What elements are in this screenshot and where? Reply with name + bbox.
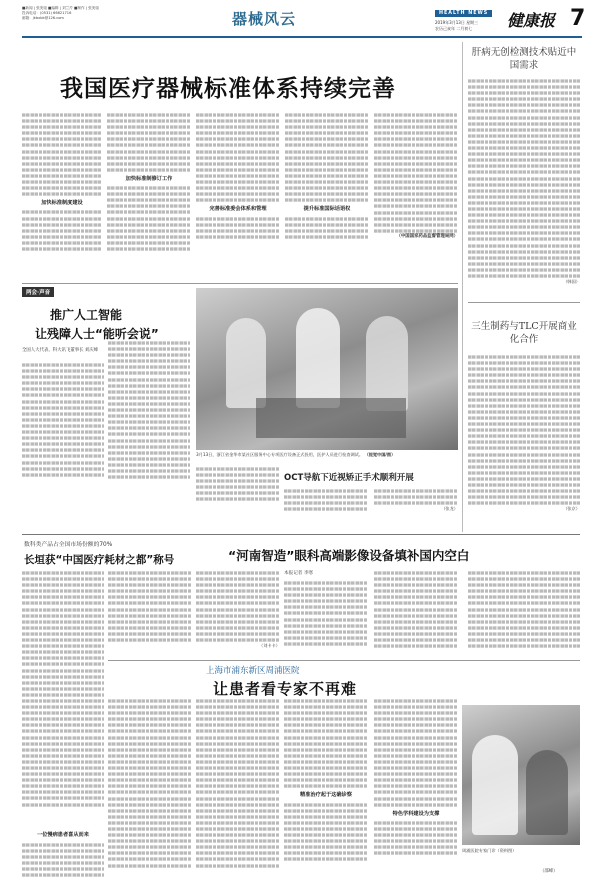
right-column-rule xyxy=(462,42,463,532)
masthead-rule xyxy=(22,36,582,38)
photo-figure-1 xyxy=(226,318,266,408)
right-story-2 xyxy=(468,320,580,512)
right-story-1 xyxy=(468,46,580,285)
lead-source: （中国国家药品监督管理局网） xyxy=(396,233,458,239)
hospital-photo-doctor xyxy=(472,735,518,835)
consumable-subhead: 一位慢病患者喜从而来 xyxy=(37,832,89,838)
photo-equipment xyxy=(256,398,406,438)
editor-line: ■新闻 | 张美姐 ■编辑 | 刘兰芹 ■制作 | 张美姐 xyxy=(22,6,99,10)
lead-subhead-2: 加快标准制修订工作 xyxy=(125,175,173,182)
oct-headline: OCT导航下近视矫正手术顺利开展 xyxy=(284,473,414,483)
lead-subhead-1: 加快标准制度建设 xyxy=(41,200,83,207)
forum-headline-2: 让残障人士“能听会说” xyxy=(35,327,159,341)
consumable-author: （刘卡卡） xyxy=(259,643,280,649)
forum-byline: 全国人大代表、科大讯飞董事长 刘庆峰 xyxy=(22,348,99,353)
lunar-date: 农历己亥年 二月初七 xyxy=(435,26,473,31)
hospital-col-2 xyxy=(196,698,280,878)
lead-subhead-4: 提升标准国际话语权 xyxy=(303,206,351,213)
forum-headline-1: 推广人工智能 xyxy=(50,308,123,322)
hospital-author: （邵峰） xyxy=(540,869,558,874)
lead-col-5 xyxy=(374,112,458,282)
hospital-subhead-1: 精准治疗起于这确诊察 xyxy=(300,792,352,799)
lead-col-4 xyxy=(285,112,369,282)
oct-author: （张龙） xyxy=(441,506,458,512)
main-photo xyxy=(196,288,458,450)
right1-headline: 肝病无创检测技术贴近中国需求 xyxy=(471,47,577,71)
lead-col-3 xyxy=(196,112,280,282)
photo-figure-2 xyxy=(296,308,340,408)
consumable-col-3 xyxy=(196,570,280,650)
oct-col-2 xyxy=(374,488,458,512)
forum-col-2 xyxy=(108,340,190,490)
photo-caption xyxy=(196,452,458,458)
right-separator xyxy=(468,302,580,303)
mid-rule xyxy=(22,534,580,535)
consumable-col-1b xyxy=(22,842,104,879)
photo-credit: （视觉中国/图） xyxy=(364,452,396,457)
innovation-col-3 xyxy=(468,570,580,660)
consumable-col-1 xyxy=(22,570,104,820)
photo-below-col-1 xyxy=(196,466,280,503)
right2-author: （张京） xyxy=(563,506,580,512)
lead-col-1 xyxy=(22,112,102,282)
innovation-byline: 本报记者 李寒 xyxy=(284,571,314,576)
lead-col-2 xyxy=(107,112,191,282)
innovation-headline: “河南智造”眼科高端影像设备填补国内空白 xyxy=(228,548,470,563)
innovation-col-2 xyxy=(374,570,458,660)
hotline-line: 投诉电话：(0531) 66621716 xyxy=(22,11,72,16)
lead-bottom-rule xyxy=(22,283,458,284)
consumable-col-2 xyxy=(108,570,192,650)
photo-caption-text: 3月13日，浙江省金华市某社区服务中心专项医疗设备正式投用，医护人员进行检查调试。 xyxy=(196,452,364,457)
hospital-photo-caption: 周浦医院专家门诊（资料图） xyxy=(462,848,517,853)
email-line: 邮箱：jkbxbk@126.com xyxy=(22,16,64,21)
issue-date: 2019年3月13日 星期三 xyxy=(435,20,479,25)
forum-col-1 xyxy=(22,362,104,482)
consumable-kicker: 数科类产品占全国市场份额的70% xyxy=(24,542,113,548)
lead-subhead-3: 完善标准委会体系和管理 xyxy=(209,206,267,213)
consumable-headline: 长垣获“中国医疗耗材之都”称号 xyxy=(24,554,175,566)
hospital-top-rule xyxy=(108,660,580,661)
hospital-subhead-2: 特色学科建设为支撑 xyxy=(392,810,440,817)
lead-headline: 我国医疗器械标准体系持续完善 xyxy=(60,76,396,102)
paper-name: 健康报 xyxy=(507,11,556,30)
hospital-headline: 让患者看专家不再难 xyxy=(213,680,358,698)
right2-headline: 三生制药与TLC开展商业化合作 xyxy=(471,321,577,345)
health-news-tag: HEALTH NEWS xyxy=(435,10,492,17)
masthead xyxy=(22,6,586,36)
hospital-photo xyxy=(462,705,580,845)
page-number: 7 xyxy=(570,6,586,31)
hospital-photo-patient xyxy=(526,750,568,835)
section-title: 器械风云 xyxy=(232,10,297,28)
hospital-col-3 xyxy=(284,698,368,878)
innovation-col-1 xyxy=(284,580,368,660)
hospital-col-4 xyxy=(374,698,458,878)
forum-tag: 两会·声音 xyxy=(22,287,54,297)
editor-info xyxy=(22,6,99,22)
hospital-kicker: 上海市浦东新区周浦医院 xyxy=(206,666,300,676)
photo-figure-3 xyxy=(366,316,408,411)
right1-author: （韩国） xyxy=(563,279,580,285)
oct-col-1 xyxy=(284,488,368,512)
hospital-col-1 xyxy=(108,698,192,878)
